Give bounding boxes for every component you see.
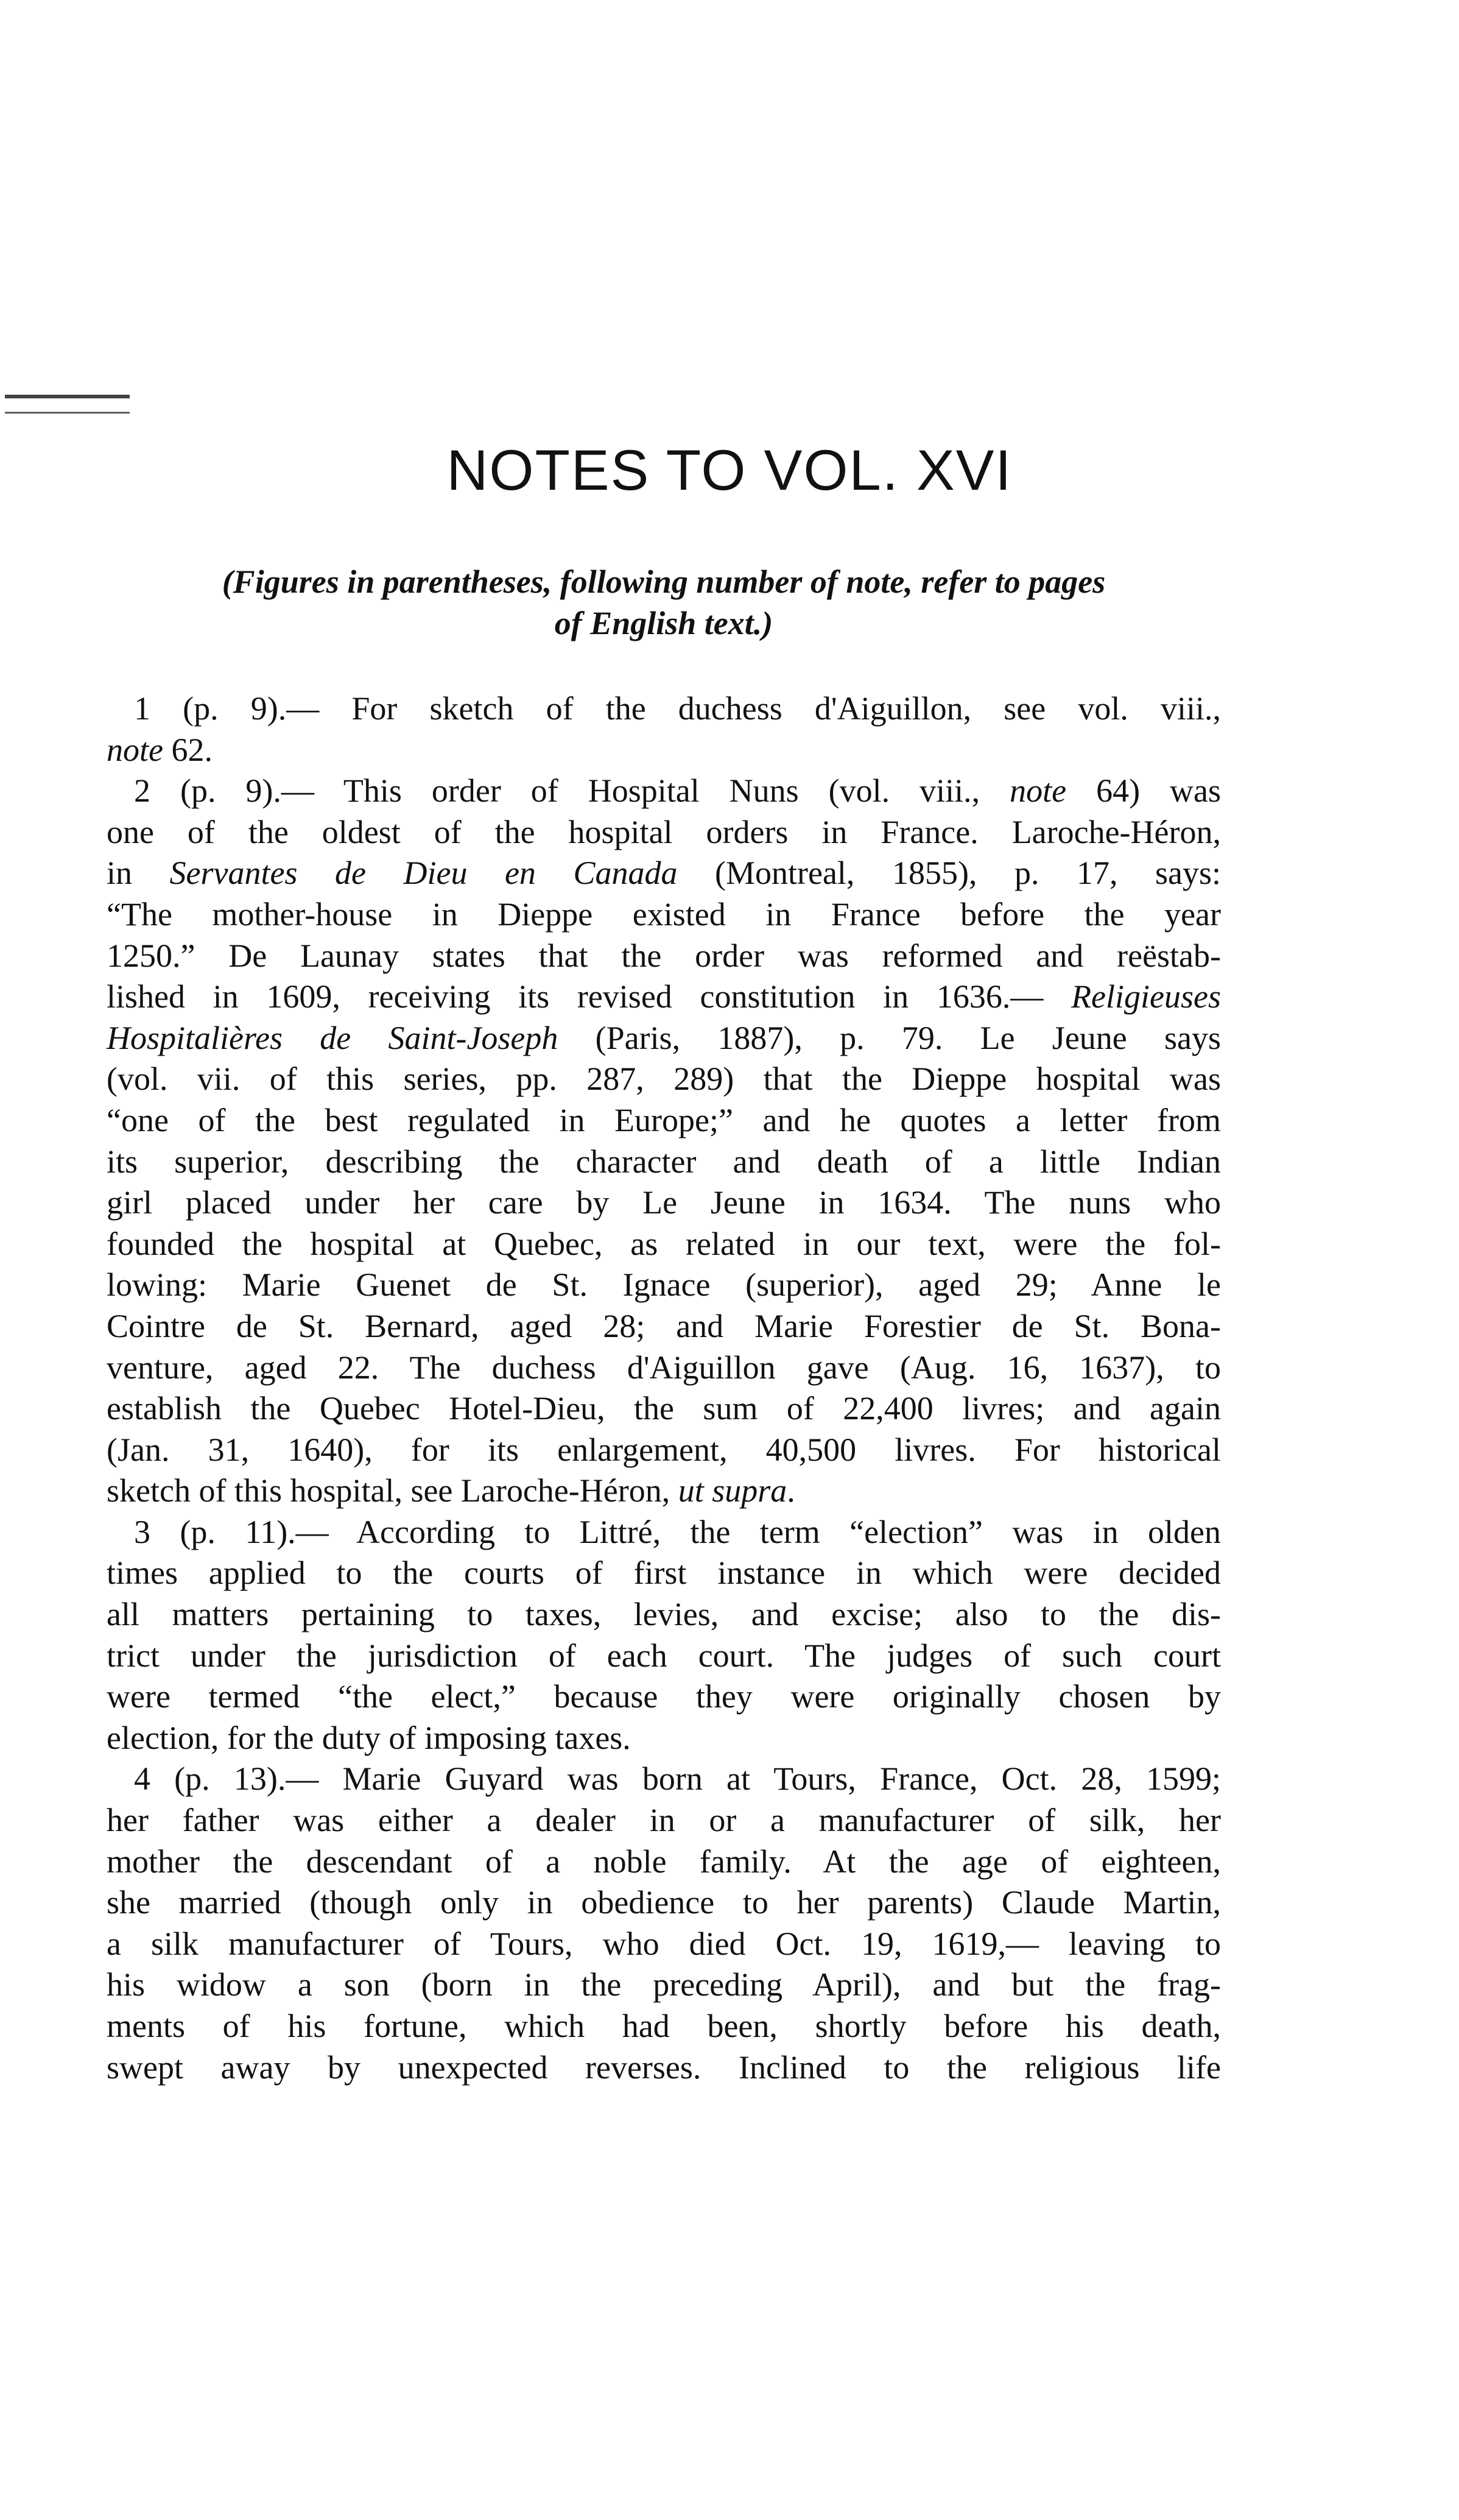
text-line	[107, 894, 1221, 936]
text-segment: “one of the best regulated in Europe;” and he quotes a letter from	[107, 1101, 1221, 1138]
page-subtitle	[107, 559, 1221, 641]
italic-text: Servantes de Dieu en Canada	[169, 855, 678, 892]
text-line	[107, 1265, 1221, 1306]
text-segment: (vol. vii. of this series, pp. 287, 289) that the Dieppe hospital was	[107, 1061, 1221, 1098]
text-line	[107, 1306, 1221, 1347]
text-line	[107, 1594, 1221, 1636]
text-line	[107, 976, 1221, 1018]
text-line	[107, 730, 1221, 771]
text-segment: were termed “the elect,” because they were originally chosen by	[107, 1678, 1221, 1715]
text-line	[107, 1882, 1221, 1924]
text-line	[107, 1018, 1221, 1059]
text-segment: election, for the duty of imposing taxes.	[107, 1719, 631, 1756]
text-segment: his widow a son (born in the preceding April), and but the frag-	[107, 1966, 1221, 2003]
text-line	[107, 853, 1221, 894]
text-line	[107, 688, 1221, 730]
text-segment: lowing: Marie Guenet de St. Ignace (superior), aged 29; Anne le	[107, 1266, 1221, 1304]
italic-text: note	[107, 731, 163, 768]
text-line	[107, 1800, 1221, 1841]
text-line	[107, 812, 1221, 853]
text-segment: founded the hospital at Quebec, as related in our text, were the fol-	[107, 1225, 1221, 1262]
text-segment: all matters pertaining to taxes, levies, and excise; also to the dis-	[107, 1596, 1221, 1633]
text-segment: its superior, describing the character and death of a little Indian	[107, 1143, 1221, 1180]
text-line	[107, 1430, 1221, 1471]
text-segment: times applied to the courts of first instance in which were decided	[107, 1555, 1221, 1592]
text-segment: swept away by unexpected reverses. Inclined to the religious life	[107, 2049, 1221, 2086]
text-segment: lished in 1609, receiving its revised constitution in 1636.—	[107, 978, 1072, 1015]
text-segment: girl placed under her care by Le Jeune in 1634. The nuns who	[107, 1184, 1221, 1221]
text-segment: one of the oldest of the hospital orders in France. Laroche-Héron,	[107, 813, 1221, 850]
text-segment: in	[107, 855, 170, 892]
text-line	[107, 1676, 1221, 1718]
text-line	[107, 1841, 1221, 1883]
text-segment: “The mother-house in Dieppe existed in France before the year	[107, 895, 1221, 933]
text-segment: (Paris, 1887), p. 79. Le Jeune says	[558, 1019, 1221, 1056]
text-line	[107, 771, 1221, 812]
italic-text: Religieuses	[1071, 978, 1221, 1015]
text-line	[107, 1100, 1221, 1142]
italic-text: ut supra	[678, 1472, 787, 1509]
text-line	[107, 1718, 1221, 1759]
text-line	[107, 1636, 1221, 1677]
text-segment: trict under the jurisdiction of each court. The judges of such court	[107, 1637, 1221, 1674]
notes-body	[107, 688, 1221, 2088]
text-segment: mother the descendant of a noble family. At the age of eighteen,	[107, 1843, 1221, 1880]
italic-text: Hospitalières de Saint-Joseph	[107, 1019, 558, 1056]
text-line	[107, 1059, 1221, 1100]
text-line	[107, 1224, 1221, 1265]
printer-rule-mark	[5, 395, 130, 414]
text-segment: 4 (p. 13).— Marie Guyard was born at Tours, France, Oct. 28, 1599;	[134, 1760, 1221, 1798]
page-title: NOTES TO VOL. XVI	[446, 438, 1013, 502]
text-segment: sketch of this hospital, see Laroche-Héron,	[107, 1472, 678, 1509]
text-line	[107, 1964, 1221, 2006]
text-segment: a silk manufacturer of Tours, who died Oct. 19, 1619,— leaving to	[107, 1925, 1221, 1962]
text-line	[107, 936, 1221, 977]
text-line	[107, 1512, 1221, 1553]
text-segment: 1 (p. 9).— For sketch of the duchess d'Aiguillon, see vol. viii.,	[134, 690, 1221, 727]
text-segment: (Montreal, 1855), p. 17, says:	[677, 855, 1221, 892]
text-segment: 3 (p. 11).— According to Littré, the term “election” was in olden	[134, 1513, 1221, 1550]
text-segment: 2 (p. 9).— This order of Hospital Nuns (vol. viii.,	[134, 772, 1010, 810]
text-line	[107, 1182, 1221, 1224]
text-segment: 1250.” De Launay states that the order was reformed and reëstab-	[107, 937, 1221, 974]
text-line	[107, 1388, 1221, 1430]
text-line	[107, 1142, 1221, 1183]
text-line	[107, 1759, 1221, 1800]
text-segment: establish the Quebec Hotel-Dieu, the sum of 22,400 livres; and again	[107, 1390, 1221, 1427]
text-line	[107, 1553, 1221, 1594]
text-line	[107, 2006, 1221, 2047]
italic-text: note	[1010, 772, 1067, 810]
text-segment: she married (though only in obedience to her parents) Claude Martin,	[107, 1884, 1221, 1921]
text-segment: Cointre de St. Bernard, aged 28; and Marie Forestier de St. Bona-	[107, 1307, 1221, 1344]
text-line	[107, 1924, 1221, 1965]
text-segment: venture, aged 22. The duchess d'Aiguillon gave (Aug. 16, 1637), to	[107, 1349, 1221, 1386]
subtitle-line: (Figures in parentheses, following number of note, refer to pages	[222, 563, 1106, 600]
text-segment: 62.	[163, 731, 213, 768]
text-line	[107, 2047, 1221, 2089]
text-segment: (Jan. 31, 1640), for its enlargement, 40,500 livres. For historical	[107, 1431, 1221, 1468]
text-segment: her father was either a dealer in or a manufacturer of silk, her	[107, 1802, 1221, 1839]
text-segment: ments of his fortune, which had been, shortly before his death,	[107, 2008, 1221, 2044]
subtitle-line: of English text.)	[554, 604, 773, 641]
text-line	[107, 1347, 1221, 1389]
text-line	[107, 1470, 1221, 1512]
text-segment: .	[787, 1472, 795, 1509]
text-segment: 64) was	[1066, 772, 1221, 810]
